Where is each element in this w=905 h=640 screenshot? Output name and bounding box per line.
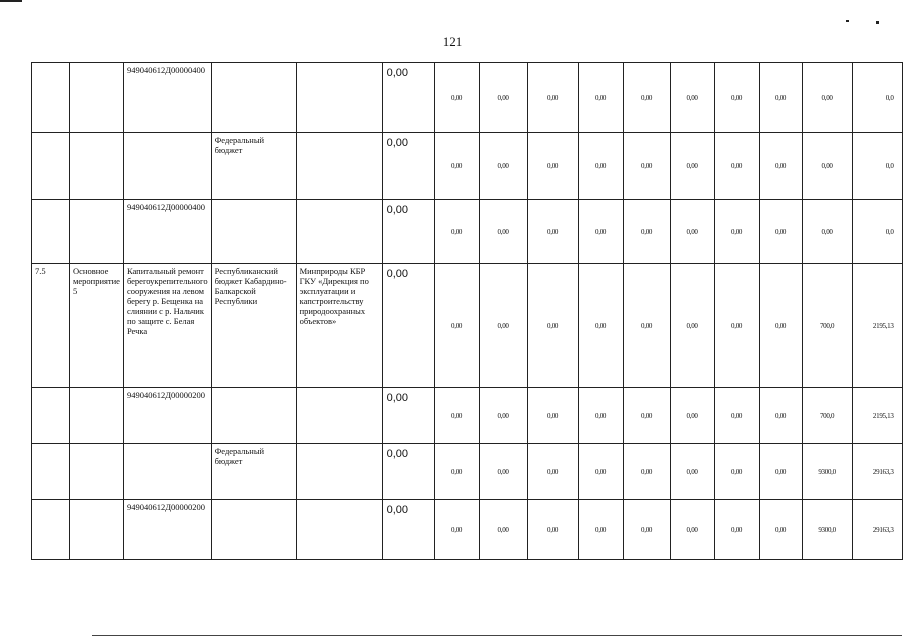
value-cell: 0,00	[623, 500, 670, 560]
row-number-cell	[32, 63, 70, 133]
executor-cell	[296, 63, 382, 133]
row-name-cell: 949040612Д00000400	[123, 200, 211, 264]
row-number-cell	[32, 200, 70, 264]
table-row	[32, 388, 903, 444]
value-cell: 0,00	[714, 500, 759, 560]
value-cell: 0,0	[852, 63, 902, 133]
row-type-cell	[70, 133, 124, 200]
executor-cell	[296, 500, 382, 560]
value-cell: 0,00	[578, 200, 623, 264]
corner-dot	[846, 20, 849, 22]
value-cell: 0,00	[759, 133, 802, 200]
value-cell: 0,00	[670, 133, 714, 200]
value-cell: 0,00	[434, 500, 479, 560]
value-cell: 0,00	[623, 444, 670, 500]
funding-source-cell	[211, 500, 296, 560]
table-row	[32, 264, 903, 388]
row-type-cell	[70, 444, 124, 500]
value-cell: 0,00	[759, 388, 802, 444]
value-cell: 0,00	[670, 63, 714, 133]
value-cell: 0,00	[434, 444, 479, 500]
value-cell: 0,0	[852, 200, 902, 264]
funding-source-cell	[211, 200, 296, 264]
value-cell: 0,00	[802, 200, 852, 264]
value-cell: 0,00	[802, 133, 852, 200]
value-cell: 0,00	[759, 500, 802, 560]
row-type-cell: Основное мероприятие 5	[70, 264, 124, 388]
executor-cell	[296, 444, 382, 500]
value-cell: 0,00	[479, 63, 527, 133]
value-cell: 29163,3	[852, 444, 902, 500]
funding-source-cell: Федеральный бюджет	[211, 444, 296, 500]
value-cell: 0,00	[714, 444, 759, 500]
page-number: 121	[442, 34, 463, 49]
row-number-cell	[32, 444, 70, 500]
value-cell: 0,00	[623, 63, 670, 133]
row-type-cell	[70, 63, 124, 133]
value-cell: 0,00	[759, 200, 802, 264]
value-cell: 0,00	[714, 388, 759, 444]
value-cell: 0,00	[479, 500, 527, 560]
value-cell: 9300,0	[802, 500, 852, 560]
value-cell: 0,00	[578, 388, 623, 444]
value-cell: 9300,0	[802, 444, 852, 500]
value-cell: 2195,13	[852, 388, 902, 444]
row-name-cell: 949040612Д00000400	[123, 63, 211, 133]
value-cell: 0,00	[578, 63, 623, 133]
total-cell: 0,00	[382, 133, 434, 200]
corner-mark	[0, 0, 22, 2]
value-cell: 0,00	[479, 444, 527, 500]
value-cell: 0,00	[434, 200, 479, 264]
value-cell: 0,00	[527, 500, 578, 560]
value-cell: 0,00	[670, 500, 714, 560]
value-cell: 0,00	[527, 264, 578, 388]
funding-source-cell	[211, 63, 296, 133]
program-table	[31, 62, 903, 560]
funding-source-cell: Федеральный бюджет	[211, 133, 296, 200]
value-cell: 0,00	[714, 200, 759, 264]
table-row	[32, 200, 903, 264]
value-cell: 0,00	[670, 200, 714, 264]
value-cell: 0,00	[623, 388, 670, 444]
value-cell: 0,00	[623, 133, 670, 200]
value-cell: 0,00	[714, 133, 759, 200]
total-cell: 0,00	[382, 264, 434, 388]
executor-cell: Минприроды КБР ГКУ «Дирекция по эксплуатации и капстроительству природоохранных объектов»	[296, 264, 382, 388]
value-cell: 0,00	[479, 264, 527, 388]
value-cell: 0,00	[527, 444, 578, 500]
row-number-cell	[32, 133, 70, 200]
value-cell: 0,00	[527, 133, 578, 200]
value-cell: 0,00	[623, 264, 670, 388]
value-cell: 2195,13	[852, 264, 902, 388]
table-row	[32, 444, 903, 500]
value-cell: 0,00	[434, 133, 479, 200]
row-number-cell: 7.5	[32, 264, 70, 388]
executor-cell	[296, 200, 382, 264]
value-cell: 0,00	[434, 388, 479, 444]
row-name-cell	[123, 133, 211, 200]
value-cell: 0,00	[802, 63, 852, 133]
row-number-cell	[32, 500, 70, 560]
value-cell: 0,00	[578, 133, 623, 200]
value-cell: 0,00	[578, 264, 623, 388]
value-cell: 0,00	[670, 388, 714, 444]
value-cell: 0,00	[578, 500, 623, 560]
value-cell: 0,00	[578, 444, 623, 500]
value-cell: 0,00	[479, 200, 527, 264]
total-cell: 0,00	[382, 200, 434, 264]
value-cell: 0,00	[527, 63, 578, 133]
table-row	[32, 133, 903, 200]
row-type-cell	[70, 388, 124, 444]
value-cell: 0,00	[434, 63, 479, 133]
value-cell: 0,00	[714, 63, 759, 133]
executor-cell	[296, 133, 382, 200]
value-cell: 0,00	[670, 264, 714, 388]
value-cell: 0,00	[527, 200, 578, 264]
total-cell: 0,00	[382, 500, 434, 560]
value-cell: 0,00	[759, 63, 802, 133]
row-number-cell	[32, 388, 70, 444]
value-cell: 0,00	[759, 264, 802, 388]
table-row	[32, 500, 903, 560]
row-type-cell	[70, 200, 124, 264]
value-cell: 0,00	[623, 200, 670, 264]
total-cell: 0,00	[382, 444, 434, 500]
value-cell: 0,00	[670, 444, 714, 500]
bottom-rule	[92, 635, 902, 636]
value-cell: 700,0	[802, 264, 852, 388]
value-cell: 0,00	[759, 444, 802, 500]
total-cell: 0,00	[382, 388, 434, 444]
value-cell: 700,0	[802, 388, 852, 444]
value-cell: 0,00	[479, 133, 527, 200]
executor-cell	[296, 388, 382, 444]
value-cell: 0,00	[527, 388, 578, 444]
row-name-cell: Капитальный ремонт берегоукрепительного сооружения на левом берегу р. Бещенка на слиянии с р. Нальчик по защите с. Белая Речка	[123, 264, 211, 388]
funding-source-cell	[211, 388, 296, 444]
row-name-cell: 949040612Д00000200	[123, 388, 211, 444]
value-cell: 0,00	[479, 388, 527, 444]
table-row	[32, 63, 903, 133]
row-name-cell	[123, 444, 211, 500]
row-type-cell	[70, 500, 124, 560]
value-cell: 0,00	[714, 264, 759, 388]
row-name-cell: 949040612Д00000200	[123, 500, 211, 560]
value-cell: 29163,3	[852, 500, 902, 560]
total-cell: 0,00	[382, 63, 434, 133]
funding-source-cell: Республиканский бюджет Кабардино-Балкарской Республики	[211, 264, 296, 388]
value-cell: 0,00	[434, 264, 479, 388]
corner-dot	[876, 21, 879, 24]
value-cell: 0,0	[852, 133, 902, 200]
